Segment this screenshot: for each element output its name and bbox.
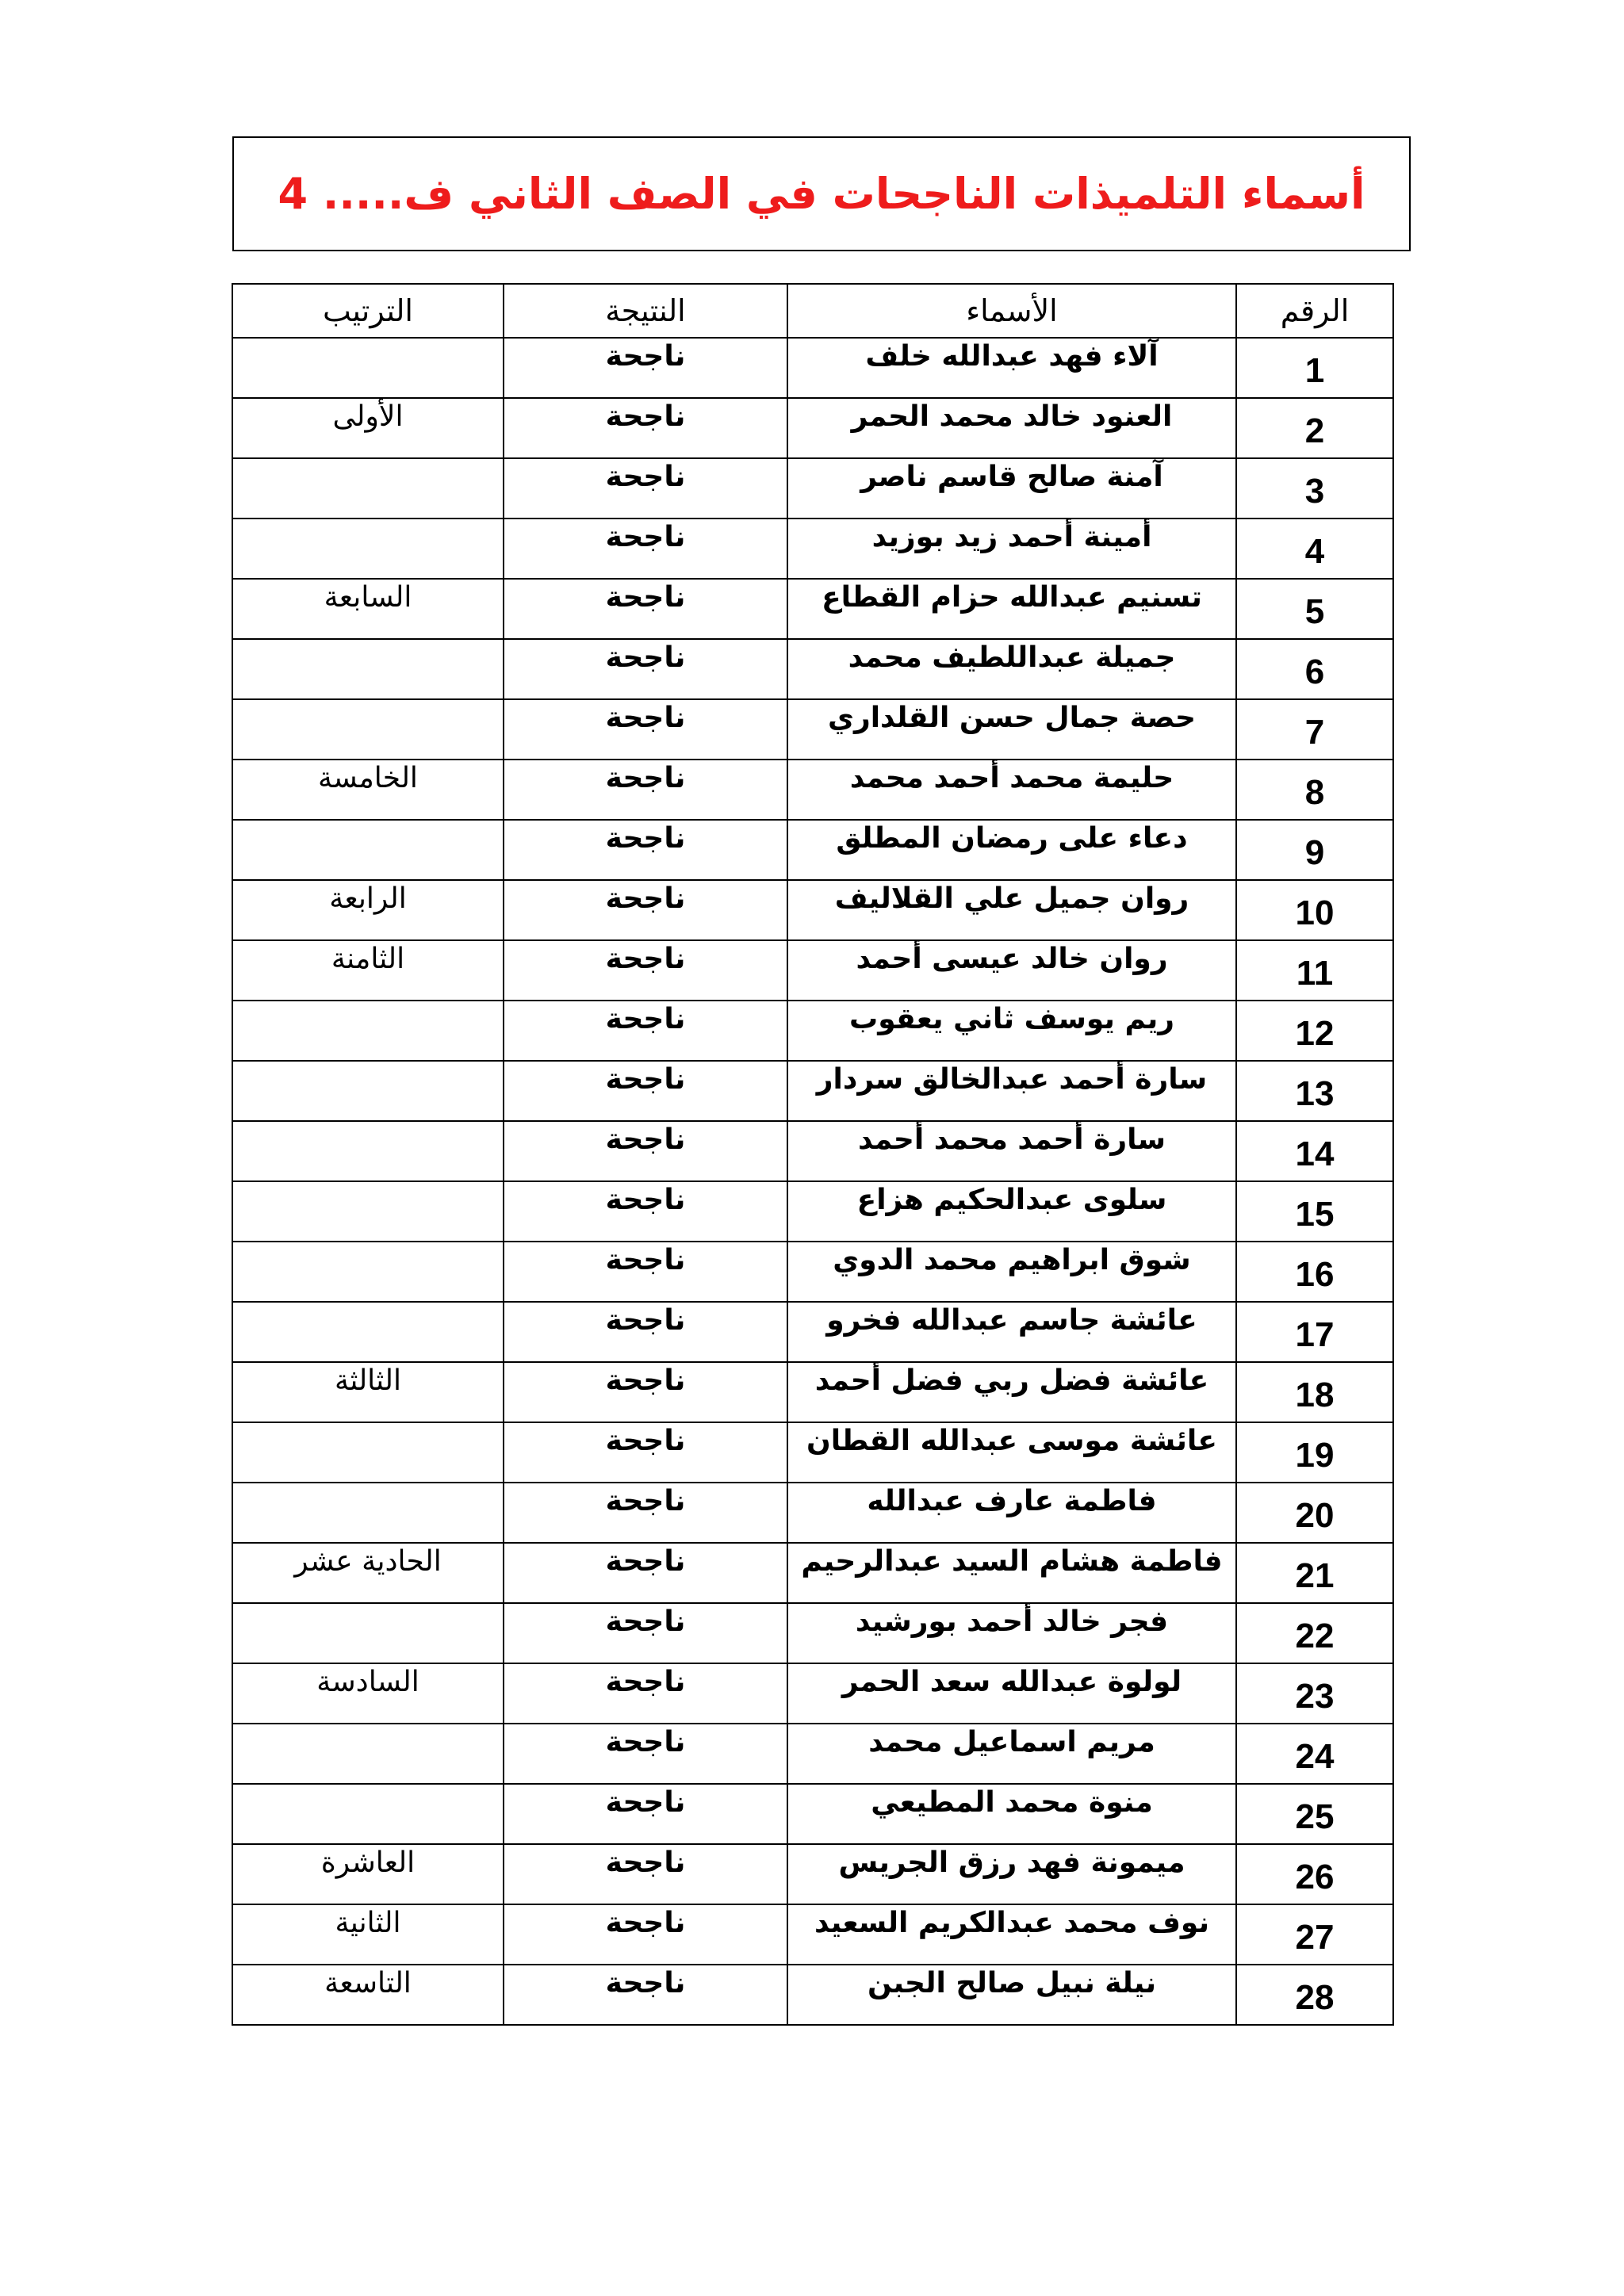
student-name: نوف محمد عبدالكريم السعيد [787,1904,1236,1965]
result-cell: ناجحة [504,699,787,760]
result-cell: ناجحة [504,1242,787,1302]
table-row [232,1242,1393,1302]
table-row [232,1724,1393,1784]
rank-cell [232,1302,504,1362]
result-cell: ناجحة [504,1181,787,1242]
result-cell: ناجحة [504,458,787,519]
row-number: 3 [1236,458,1393,519]
rank-cell [232,519,504,579]
student-name: سارة أحمد عبدالخالق سردار [787,1061,1236,1121]
table-row [232,1603,1393,1663]
table-row [232,1061,1393,1121]
student-name: منوة محمد المطيعي [787,1784,1236,1844]
row-number: 26 [1236,1844,1393,1904]
row-number: 25 [1236,1784,1393,1844]
student-name: شوق ابراهيم محمد الدوي [787,1242,1236,1302]
row-number: 16 [1236,1242,1393,1302]
row-number: 19 [1236,1422,1393,1483]
row-number: 4 [1236,519,1393,579]
table-row [232,1181,1393,1242]
result-cell: ناجحة [504,760,787,820]
row-number: 9 [1236,820,1393,880]
table-row [232,1965,1393,2025]
result-cell: ناجحة [504,519,787,579]
row-number: 18 [1236,1362,1393,1422]
rank-cell [232,1061,504,1121]
result-cell: ناجحة [504,1844,787,1904]
result-cell: ناجحة [504,1965,787,2025]
student-name: نيلة نبيل صالح الجبن [787,1965,1236,2025]
student-name: حليمة محمد أحمد محمد [787,760,1236,820]
student-name: عائشة جاسم عبدالله فخرو [787,1302,1236,1362]
result-cell: ناجحة [504,1603,787,1663]
table-row [232,1422,1393,1483]
result-cell: ناجحة [504,1061,787,1121]
rank-cell [232,1724,504,1784]
result-cell: ناجحة [504,1483,787,1543]
table-row [232,699,1393,760]
table-row [232,1483,1393,1543]
rank-cell: الثامنة [232,940,504,1001]
student-name: حصة جمال حسن القلداري [787,699,1236,760]
row-number: 6 [1236,639,1393,699]
student-name: لولوة عبدالله سعد الحمر [787,1663,1236,1724]
table-row [232,579,1393,639]
result-cell: ناجحة [504,1904,787,1965]
row-number: 10 [1236,880,1393,940]
rank-cell [232,338,504,398]
student-name: تسنيم عبدالله حزام القطاع [787,579,1236,639]
table-row [232,1663,1393,1724]
rank-cell [232,699,504,760]
row-number: 27 [1236,1904,1393,1965]
row-number: 20 [1236,1483,1393,1543]
rank-cell: السادسة [232,1663,504,1724]
title-box [232,136,1411,251]
row-number: 5 [1236,579,1393,639]
result-cell: ناجحة [504,1302,787,1362]
row-number: 2 [1236,398,1393,458]
header-number: الرقم [1236,284,1393,338]
student-name: أمينة أحمد زيد بوزيد [787,519,1236,579]
student-name: سارة أحمد محمد أحمد [787,1121,1236,1181]
table-header-row [232,284,1393,338]
result-cell: ناجحة [504,1724,787,1784]
result-cell: ناجحة [504,579,787,639]
table-row [232,1001,1393,1061]
result-cell: ناجحة [504,1001,787,1061]
table-row [232,519,1393,579]
table-row [232,1784,1393,1844]
rank-cell: الثالثة [232,1362,504,1422]
row-number: 23 [1236,1663,1393,1724]
row-number: 11 [1236,940,1393,1001]
table-row [232,1543,1393,1603]
student-name: عائشة موسى عبدالله القطان [787,1422,1236,1483]
rank-cell [232,1001,504,1061]
row-number: 17 [1236,1302,1393,1362]
result-cell: ناجحة [504,1121,787,1181]
rank-cell [232,1121,504,1181]
result-cell: ناجحة [504,940,787,1001]
table-row [232,1302,1393,1362]
student-name: العنود خالد محمد الحمر [787,398,1236,458]
rank-cell [232,458,504,519]
row-number: 7 [1236,699,1393,760]
result-cell: ناجحة [504,1784,787,1844]
student-name: روان خالد عيسى أحمد [787,940,1236,1001]
rank-cell: الأولى [232,398,504,458]
rank-cell [232,1242,504,1302]
student-name: آمنة صالح قاسم ناصر [787,458,1236,519]
row-number: 12 [1236,1001,1393,1061]
result-cell: ناجحة [504,338,787,398]
header-rank: الترتيب [232,284,504,338]
rank-cell [232,1603,504,1663]
table-row [232,880,1393,940]
table-row [232,820,1393,880]
student-name: سلوى عبدالحكيم هزاع [787,1181,1236,1242]
table-row [232,458,1393,519]
result-cell: ناجحة [504,1362,787,1422]
rank-cell [232,1181,504,1242]
table-row [232,338,1393,398]
result-cell: ناجحة [504,1543,787,1603]
student-name: فاطمة عارف عبدالله [787,1483,1236,1543]
row-number: 14 [1236,1121,1393,1181]
table-row [232,1844,1393,1904]
result-cell: ناجحة [504,398,787,458]
student-name: روان جميل علي القلاليف [787,880,1236,940]
table-row [232,1121,1393,1181]
table-row [232,1904,1393,1965]
row-number: 15 [1236,1181,1393,1242]
rank-cell: الثانية [232,1904,504,1965]
row-number: 8 [1236,760,1393,820]
student-name: ميمونة فهد رزق الجريس [787,1844,1236,1904]
table-row [232,398,1393,458]
student-name: ريم يوسف ثاني يعقوب [787,1001,1236,1061]
result-cell: ناجحة [504,639,787,699]
rank-cell: الرابعة [232,880,504,940]
rank-cell [232,639,504,699]
rank-cell: الحادية عشر [232,1543,504,1603]
row-number: 13 [1236,1061,1393,1121]
student-name: آلاء فهد عبدالله خلف [787,338,1236,398]
header-result: النتيجة [504,284,787,338]
row-number: 24 [1236,1724,1393,1784]
student-name: جميلة عبداللطيف محمد [787,639,1236,699]
rank-cell: الخامسة [232,760,504,820]
rank-cell [232,1483,504,1543]
table-body [232,338,1393,2025]
rank-cell [232,820,504,880]
table-row [232,1362,1393,1422]
row-number: 21 [1236,1543,1393,1603]
result-cell: ناجحة [504,1663,787,1724]
student-name: مريم اسماعيل محمد [787,1724,1236,1784]
header-names: الأسماء [787,284,1236,338]
rank-cell: السابعة [232,579,504,639]
rank-cell: التاسعة [232,1965,504,2025]
result-cell: ناجحة [504,1422,787,1483]
table-row [232,940,1393,1001]
table-row [232,639,1393,699]
table-row [232,760,1393,820]
student-name: فجر خالد أحمد بورشيد [787,1603,1236,1663]
student-name: دعاء على رمضان المطلق [787,820,1236,880]
result-cell: ناجحة [504,880,787,940]
row-number: 22 [1236,1603,1393,1663]
rank-cell [232,1784,504,1844]
row-number: 28 [1236,1965,1393,2025]
student-name: عائشة فضل ربي فضل أحمد [787,1362,1236,1422]
rank-cell [232,1422,504,1483]
result-cell: ناجحة [504,820,787,880]
row-number: 1 [1236,338,1393,398]
rank-cell: العاشرة [232,1844,504,1904]
page-title: أسماء التلميذات الناجحات في الصف الثاني ف..... 4 [278,169,1365,219]
student-name: فاطمة هشام السيد عبدالرحيم [787,1543,1236,1603]
results-table [232,283,1394,2026]
